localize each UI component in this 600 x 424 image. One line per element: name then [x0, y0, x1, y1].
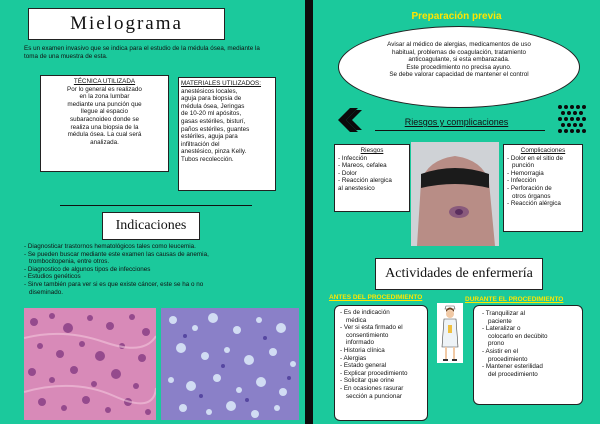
technique-line: en la zona lumbar [79, 93, 130, 101]
risk-item: - Reacción alergica [338, 177, 392, 185]
risks-divider [375, 130, 545, 131]
technique-line: realiza una biopsia de la [70, 123, 139, 131]
risk-item: al anestesico [338, 184, 375, 192]
indications-title-box [102, 212, 200, 240]
risk-item: - Mareos, cefalea [338, 162, 387, 170]
page-gutter [305, 0, 313, 424]
during-item: colocarlo en decúbito [488, 332, 548, 340]
materials-line: Tubos recolección. [181, 155, 234, 163]
patient-back-photo [411, 142, 499, 246]
before-item: - En ocasiones rasurar [340, 384, 404, 392]
during-item: - Mantener esterilidad [482, 363, 543, 371]
complications-box [503, 144, 583, 232]
prep-line: Se debe valorar capacidad de mantener el control [389, 71, 529, 79]
risks-heading: Riesgos [360, 147, 384, 154]
divider [60, 205, 252, 206]
prep-line: anticoagulante, si esta embarazada. [408, 56, 510, 64]
complication-item: - Perforación de [507, 184, 552, 192]
histology-image-purple [161, 308, 299, 420]
materials-heading: MATERIALES UTILIZADOS: [181, 80, 262, 87]
complication-item: otros órganos [512, 192, 551, 200]
during-item: prono [488, 340, 505, 348]
materials-line: gasas estériles, bisturí, [181, 117, 246, 125]
risk-item: - Infección [338, 154, 368, 162]
materials-line: anestésicos locales, [181, 87, 238, 95]
title-box [28, 8, 225, 40]
risks-box [334, 144, 410, 212]
materials-line: anestésico, pinza Kelly. [181, 148, 247, 156]
indication-item: - Estudios genéticos [24, 273, 81, 281]
technique-line: Por lo general es realizado [67, 85, 142, 93]
indications-title: Indicaciones [115, 218, 187, 233]
prep-line: Este procedimiento no precisa ayuno. [406, 63, 512, 71]
technique-line: subaracnoideo donde se [70, 115, 139, 123]
nurse-illustration-icon [437, 303, 463, 363]
risks-title: Riesgos y complicaciones [404, 117, 509, 127]
technique-box [40, 75, 169, 172]
materials-line: de 10-20 ml apósitos, [181, 110, 242, 118]
materials-line: paños estériles, guantes [181, 125, 250, 133]
during-item: - Asistir en el [482, 347, 519, 355]
prep-line: Avisar al médico de alergias, medicamentos de uso [387, 41, 531, 48]
indication-item: - Diagnostico de algunos tipos de infecciones [24, 265, 151, 273]
indication-item: trombocitopenia, entre otros. [29, 258, 110, 266]
prep-line: habitual, problemas de coagulación, tratamiento [391, 48, 527, 56]
complications-heading: Complicaciones [520, 147, 566, 154]
before-item: - Solicitar que orine [340, 377, 395, 385]
technique-line: médula ósea. La cual será [67, 131, 142, 139]
during-item: - Tranquilizar al [482, 310, 526, 317]
intro-text: Es un examen invasivo que se indica para el estudio de la médula ósea, mediante la toma de una muestra de esta. [24, 45, 260, 60]
technique-heading: TÉCNICA UTILIZADA [73, 78, 136, 85]
indication-item: - Sirve también para ver si es que existe cáncer, este se ha o no [24, 280, 204, 288]
during-label: DURANTE EL PROCEDIMIENTO [465, 296, 564, 303]
during-box [473, 305, 583, 405]
before-item: consentimiento [346, 331, 389, 339]
before-item: - Es de indicación [340, 309, 390, 316]
complication-item: - Dolor en el sitio de [507, 154, 563, 162]
before-box [334, 305, 428, 421]
prep-ellipse [338, 26, 580, 108]
activities-title-box [375, 258, 543, 290]
complication-item: punción [512, 162, 535, 170]
prep-title: Preparación previa [411, 11, 502, 22]
before-item: - Estado general [340, 362, 387, 370]
page-title: Mielograma [70, 13, 183, 34]
risk-item: - Dolor [338, 169, 357, 177]
before-item: - Alergias [340, 354, 367, 362]
before-item: informado [346, 339, 375, 347]
technique-line: analizada. [90, 138, 119, 146]
complication-item: - Reacción alérgica [507, 200, 561, 208]
before-item: - Ver si esta firmado el [340, 324, 403, 332]
before-item: - Historia clínica [340, 346, 385, 354]
materials-line: médula ósea, Jeringas [181, 102, 245, 110]
materials-box [178, 77, 276, 191]
indication-item: diseminado. [29, 288, 63, 296]
during-item: del procedimiento [488, 370, 538, 378]
during-item: paciente [488, 317, 512, 325]
complication-item: - Hemorragia [507, 169, 544, 177]
histology-image-pink [24, 308, 156, 420]
indication-item: - Se pueden buscar mediante este examen las causas de anemia, [24, 250, 209, 258]
activities-title: Actividades de enfermería [385, 266, 533, 281]
materials-line: aguja para biopsia de [181, 95, 242, 103]
during-item: procedimiento [488, 355, 528, 363]
technique-line: mediante una punción que [67, 100, 142, 108]
right-panel [313, 0, 600, 424]
complication-item: - Infección [507, 177, 537, 185]
before-item: sección a puncionar [346, 392, 403, 400]
indications-list [24, 243, 299, 296]
technique-line: llegue al espacio [81, 108, 128, 116]
materials-line: estériles, aguja para [181, 133, 238, 141]
during-item: - Lateralizar o [482, 325, 521, 333]
before-item: - Explicar procedimiento [340, 369, 408, 377]
before-label: ANTES DEL PROCEDIMIENTO [329, 294, 423, 301]
indication-item: - Diagnosticar trastornos hematológicos tales como leucemia. [24, 243, 196, 250]
before-item: médica [346, 316, 367, 324]
dots-pattern-icon [557, 104, 587, 138]
materials-line: infiltración del [181, 140, 220, 148]
